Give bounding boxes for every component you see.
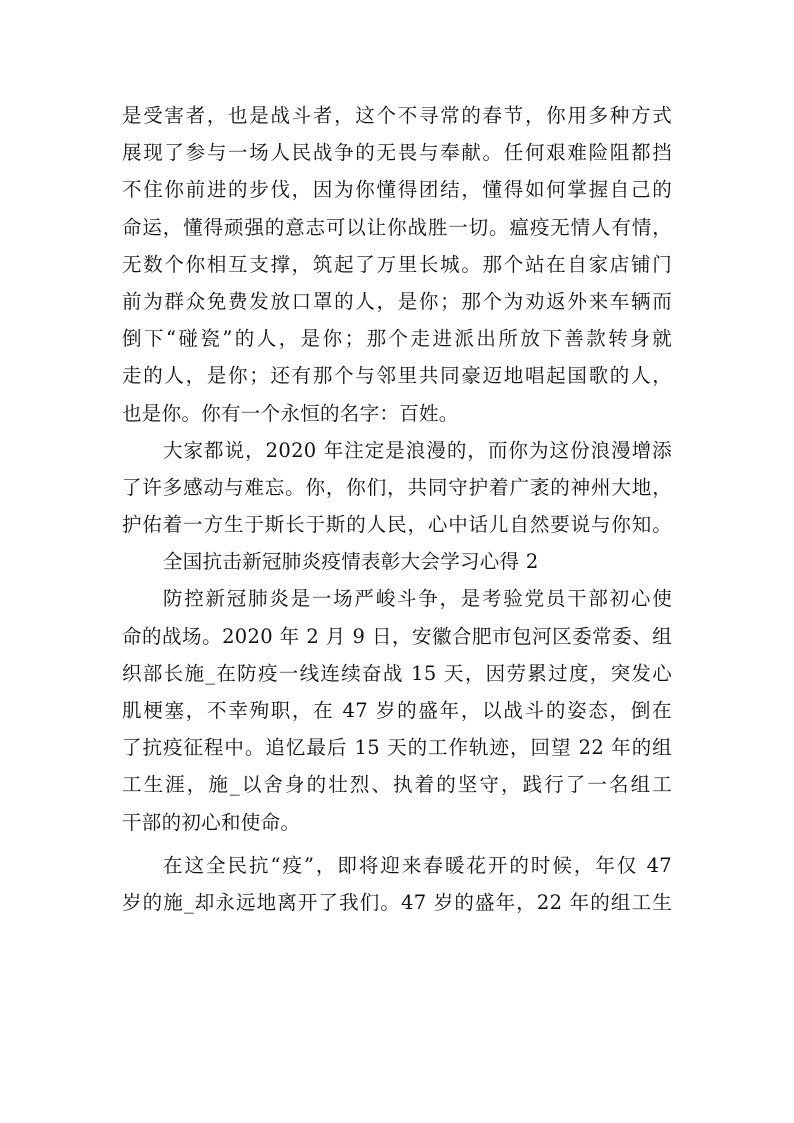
text-line: 肌梗塞，不幸殉职，在 47 岁的盛年，以战斗的姿态，倒在	[122, 699, 672, 722]
text-line: 是受害者，也是战斗者，这个不寻常的春节，你用多种方式	[122, 104, 672, 127]
paragraph-4	[122, 847, 672, 921]
text-line: 不住你前进的步伐，因为你懂得团结，懂得如何掌握自己的	[122, 178, 672, 202]
text-line: 了抗疫征程中。追忆最后 15 天的工作轨迹，回望 22 年的组	[122, 736, 672, 760]
document-body	[122, 97, 672, 921]
text-line: 干部的初心和使命。	[122, 810, 301, 834]
text-line: 护佑着一方生于斯长于斯的人民，心中话儿自然要说与你知。	[122, 513, 672, 537]
text-line: 命运，懂得顽强的意志可以让你战胜一切。瘟疫无情人有情，	[122, 215, 672, 239]
text-line: 也是你。你有一个永恒的名字：百姓。	[122, 401, 459, 425]
text-line: 无数个你相互支撑，筑起了万里长城。那个站在自家店铺门	[122, 252, 672, 276]
text-line: 展现了参与一场人民战争的无畏与奉献。任何艰难险阻都挡	[122, 141, 672, 165]
text-line: 走的人，是你；还有那个与邻里共同豪迈地唱起国歌的人，	[122, 364, 672, 388]
paragraph-1	[122, 97, 672, 432]
paragraph-2	[122, 432, 672, 544]
paragraph-3	[122, 580, 672, 840]
text-line: 在这全民抗“疫”，即将迎来春暖花开的时候，年仅 47	[163, 853, 672, 877]
text-line: 大家都说，2020 年注定是浪漫的，而你为这份浪漫增添	[163, 438, 672, 462]
text-line: 岁的施_却永远地离开了我们。47 岁的盛年，22 年的组工生	[122, 890, 672, 914]
text-line: 防控新冠肺炎是一场严峻斗争，是考验党员干部初心使	[163, 587, 672, 611]
heading-text: 全国抗击新冠肺炎疫情表彰大会学习心得 2	[163, 550, 539, 574]
text-line: 工生涯，施_以舍身的壮烈、执着的坚守，践行了一名组工	[122, 773, 672, 797]
section-heading	[122, 543, 672, 580]
text-line: 织部长施_在防疫一线连续奋战 15 天，因劳累过度，突发心	[122, 661, 672, 685]
text-line: 了许多感动与难忘。你，你们，共同守护着广袤的神州大地，	[122, 475, 672, 499]
text-line: 倒下“碰瓷”的人，是你；那个走进派出所放下善款转身就	[122, 327, 672, 351]
text-line: 命的战场。2020 年 2 月 9 日，安徽合肥市包河区委常委、组	[122, 624, 672, 648]
text-line: 前为群众免费发放口罩的人，是你；那个为劝返外来车辆而	[122, 289, 672, 313]
